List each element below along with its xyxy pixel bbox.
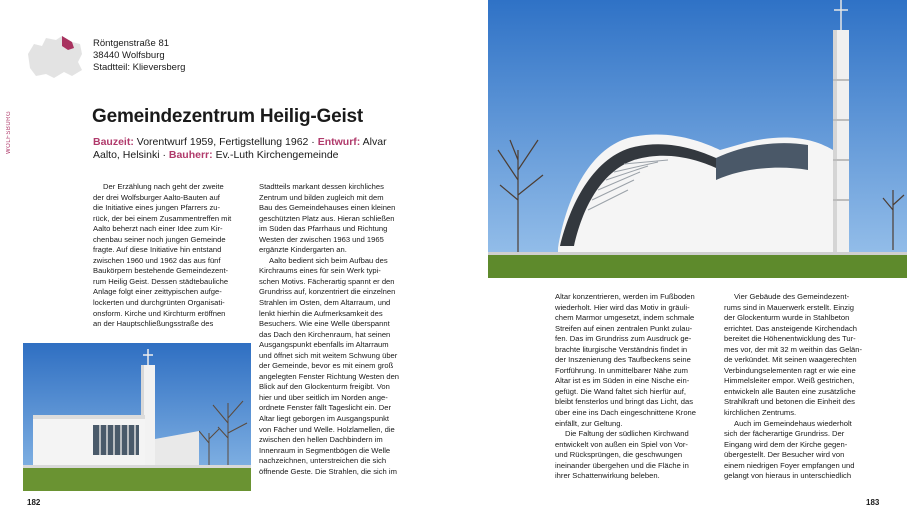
text-line: Himmelsleiter empor. Weiß gestrichen, [724,376,855,386]
text-line: de verkündet. Mit seinen waagerechten [724,355,857,365]
text-line: rum Heilig Geist. Dessen städtebauliche [93,276,229,286]
text-line: der Inszenierung des Taufbeckens seine [555,355,691,365]
text-line: chem Marmor umgesetzt, indem schmale [555,313,695,323]
text-line: rums sind in Mauerwerk erstellt. Einzig [724,302,854,312]
text-line: fragte. Auf diese Initiative hin entstand [93,245,222,255]
text-line: zwischen 1960 und 1962 das aus fünf [93,255,221,265]
text-line: die Initiative eines jungen Pfarrers zu- [93,203,221,213]
text-column-3 [555,292,696,482]
text-line: entwickelt von außen ein Spiel von Vor- [555,439,688,449]
street: Röntgenstraße 81 [93,38,170,49]
text-line: Kirchraums eines für sein Werk typi- [259,266,381,276]
text-line: Eingang wird dem der Kirche gegen- [724,439,848,449]
text-line: rück, der bei einem Zusammentreffen mit [93,213,232,223]
sidebar-label: WOLFSBURG [6,110,12,154]
bauzeit-value: Vorentwurf 1959, Fertigstellung 1962 · [136,136,315,148]
text-line: öffnende Geste. Die Strahlen, die sich im [259,466,397,476]
text-line: bleibt fensterlos und bringt das Licht, das [555,397,694,407]
text-line: Bau des Gemeindehauses einen kleinen [259,203,396,213]
text-line: angelegten Fenster Richtung Westen den [259,371,400,381]
text-line: und Rücksprüngen, die geschwungen [555,450,683,460]
text-line: der Gemeinde, bevor es mit einem groß [259,361,394,371]
text-line: ihrer Schattenwirkung beleben. [555,471,660,481]
text-line: errichtet. Das ansteigende Kirchendach [724,323,857,333]
text-line: Westen der zwischen 1963 und 1965 [259,234,384,244]
text-line: Ausgangspunkt ebenfalls im Altarraum [259,340,389,350]
text-line: zwischen den hellen Dachbindern im [259,435,383,445]
text-line: Auch im Gemeindehaus wiederholt [734,418,852,428]
meta-block [93,136,408,162]
text-line: Blick auf den Glockenturm freigibt. Von [259,382,390,392]
text-line: Innenraum in Segmentbögen die Welle [259,445,391,455]
text-line: ergänzte Kindergarten an. [259,245,347,255]
text-line: der drei Wolfsburger Aalto-Bauten auf [93,192,220,202]
text-line: Aalto bedient sich beim Aufbau des [269,255,388,265]
page-number-right: 183 [866,498,880,507]
text-column-2 [259,182,399,477]
text-line: das Dach den Kirchenraum, hat seinen [259,329,391,339]
text-line: schen Motivs. Fächerartig spannt er den [259,276,395,286]
text-line: ordnete Fenster fällt Tageslicht ein. Der [259,403,391,413]
text-line: gelangt von hieraus in unterschiedlich [724,471,852,481]
church-photo-small [23,343,251,491]
city: 38440 Wolfsburg [93,50,165,61]
text-line: brachte liturgische Verständnis findet in [555,344,688,354]
text-line: nachzeichnen, unterstreichen die sich [259,456,387,466]
text-line: wiederholt. Hier wird das Motiv in gräuli- [555,302,690,312]
text-line: Fortführung. In unmittelbarer Nähe zum [555,365,688,375]
text-line: Besuchers. Wie eine Welle überspannt [259,319,390,329]
text-line: lockerten und durchgrünten Organisati- [93,298,225,308]
text-line: Strahlen im Osten, dem Altarraum, und [259,298,391,308]
text-line: lenkt hierhin die Aufmerksamkeit des [259,308,383,318]
district: Stadtteil: Klieversberg [93,62,186,73]
text-line: hier und über seitlich im Norden ange- [259,392,388,402]
text-line: Aalto beherzt nach einer Idee zum Kir- [93,224,223,234]
text-line: mes vor, der mit 32 m weithin das Gelän- [724,344,863,354]
page-number-left: 182 [27,498,41,507]
text-line: Vier Gebäude des Gemeindezent- [734,292,850,301]
text-line: fen. Das im Grundriss zum Ausdruck ge- [555,334,692,344]
address-block [93,38,185,74]
text-line: Altar liegt geborgen im Ausgangspunkt [259,414,390,424]
text-column-1 [93,182,231,330]
text-line: Zentrum und bilden zugleich mit dem [259,192,384,202]
text-line: sich der fächerartige Grundriss. Der [724,429,845,439]
text-line: geschützten Platz aus. Hieran schließen [259,213,395,223]
text-line: Stadtteils markant dessen kirchliches [259,182,384,191]
text-line: im Süden das Pfarrhaus und Richtung [259,224,388,234]
text-line: chenbau seiner noch jungen Gemeinde [93,234,226,244]
text-line: Altar konzentrieren, werden im Fußboden [555,292,695,301]
bauherr-value: Ev.-Luth Kirchengemeinde [215,149,339,161]
text-line: an der Hauptschließungsstraße des [93,319,214,329]
text-line: Strahlkraft und betonen die Einheit des [724,397,855,407]
bauherr-label: Bauherr: [168,149,213,161]
text-line: gefügt. Die Wand faltet sich hierfür auf, [555,386,686,396]
text-line: onsform. Kirche und Kirchturm eröffnen [93,308,226,318]
text-line: einem niedrigen Foyer empfangen und [724,460,855,470]
text-line: Der Erzählung nach geht der zweite [103,182,224,191]
text-line: Verbindungselementen ragt er wie eine [724,365,856,375]
text-line: Altar ist es im Süden in eine Nische ein- [555,376,690,386]
text-line: übergestellt. Der Besucher wird von [724,450,845,460]
text-line: über eine ins Dach eingeschnittene Krone [555,408,696,418]
text-line: entwickeln alle Bauten eine zusätzliche [724,386,856,396]
text-line: Streifen auf einen zentralen Punkt zulau- [555,323,693,333]
text-line: bereitet die Höhenentwicklung des Tur- [724,334,856,344]
text-line: Anlage folgt einer zeittypischen aufge- [93,287,222,297]
entwurf-label: Entwurf: [317,136,361,148]
church-photo-large [488,0,907,278]
text-line: Die Faltung der südlichen Kirchwand [565,429,689,439]
text-line: und öffnet sich mit weitem Schwung über [259,350,398,360]
bauzeit-label: Bauzeit: [93,136,134,148]
text-line: Baukörpern bestehende Gemeindezent- [93,266,229,276]
text-line: kirchlichen Zentrums. [724,408,797,418]
text-line: der Glockenturm wurde in Stahlbeton [724,313,850,323]
locator-map [24,32,86,82]
text-line: Grundriss auf, konzentriert die einzelnen [259,287,396,297]
text-line: von Fächer und Welle. Holzlamellen, die [259,424,395,434]
text-column-4 [724,292,862,482]
page-title: Gemeindezentrum Heilig-Geist [92,106,364,127]
entwurf-value: Alvar Aalto, Helsinki · [93,136,387,161]
text-line: einfällt, zur Geltung. [555,418,623,428]
text-line: ineinander übergehen und die Fläche in [555,460,689,470]
